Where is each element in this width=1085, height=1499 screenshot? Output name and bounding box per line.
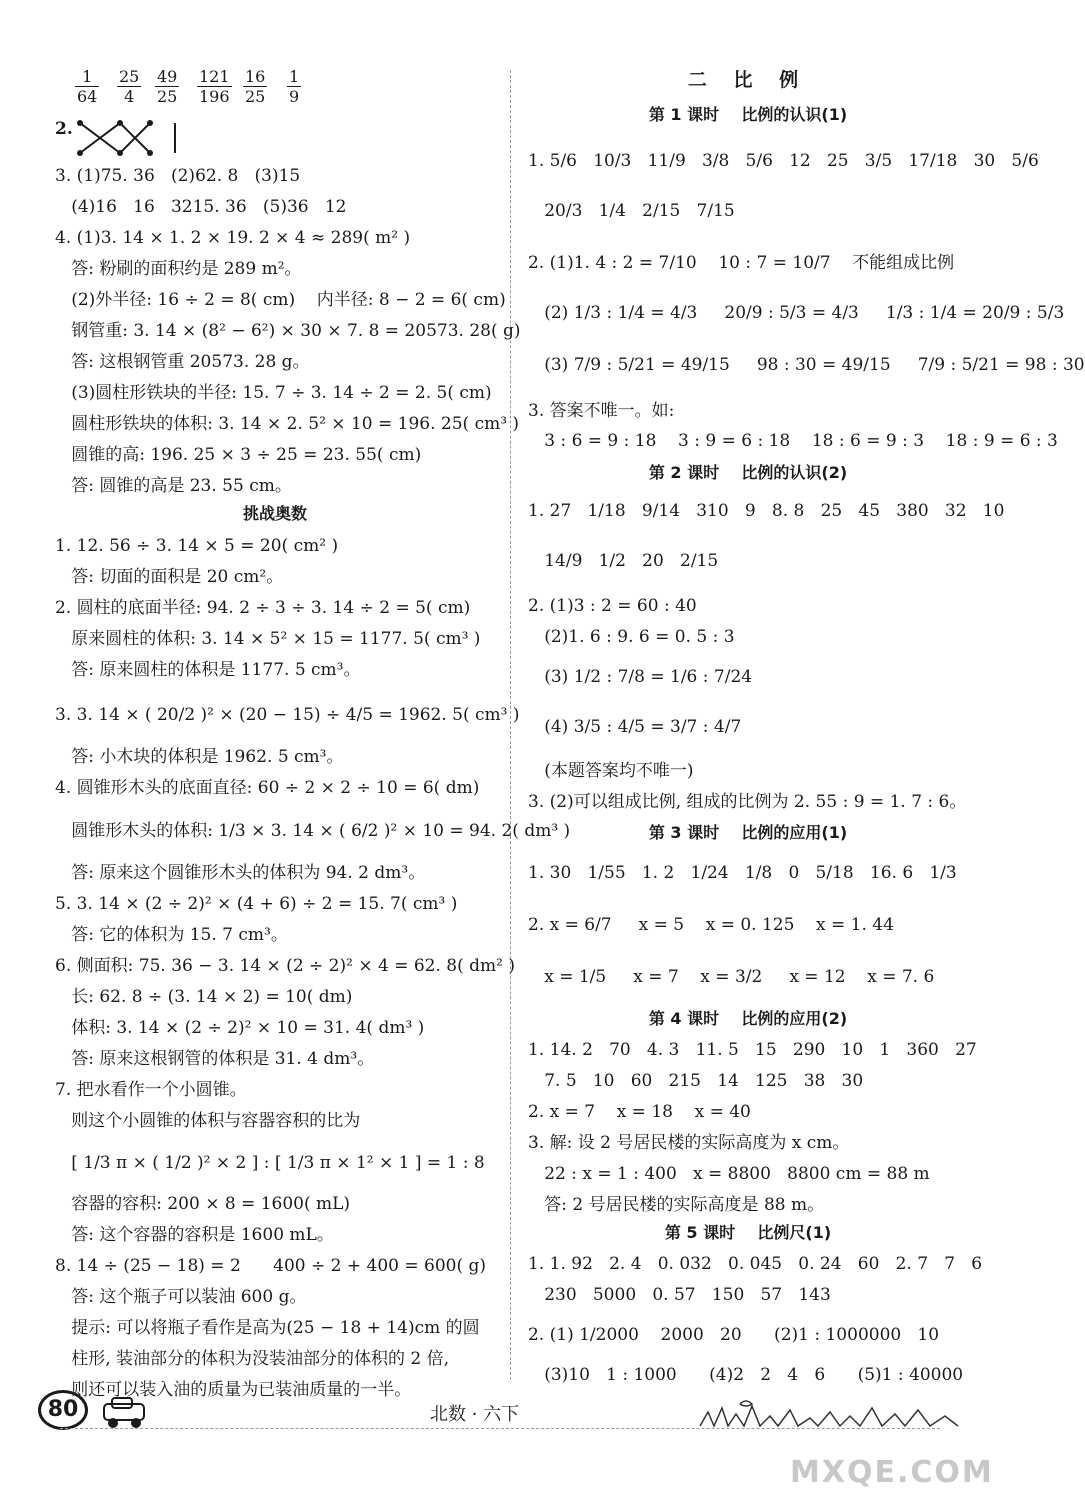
answer-line: 20/3 1/4 2/15 7/15 [528, 201, 735, 221]
answer-line: 7. 5 10 60 215 14 125 38 30 [528, 1071, 864, 1091]
answer-line: 1. 12. 56 ÷ 3. 14 × 5 = 20( cm² ) [55, 536, 339, 556]
answer-line: 则还可以装入油的质量为已装油质量的一半。 [55, 1380, 412, 1400]
answer-line: (2)1. 6 : 9. 6 = 0. 5 : 3 [528, 627, 735, 647]
answer-line: 1. 1. 92 2. 4 0. 032 0. 045 0. 24 60 2. 7 7 6 [528, 1254, 983, 1274]
answer-line: 柱形, 装油部分的体积为没装油部分的体积的 2 倍, [55, 1349, 450, 1369]
answer-line: (2) 1/3 : 1/4 = 4/3 20/9 : 5/3 = 4/3 1/3 : 1/4 = 20/9 : 5/3 [528, 303, 1065, 323]
answer-line: 3. (1)75. 36 (2)62. 8 (3)15 [55, 166, 301, 186]
answer-line: 圆柱形铁块的体积: 3. 14 × 2. 5² × 10 = 196. 25( cm³ ) [55, 414, 520, 434]
answer-line: 容器的容积: 200 × 8 = 1600( mL) [55, 1194, 351, 1214]
grass-decoration-icon [700, 1398, 960, 1428]
numerator: 25 [119, 67, 140, 86]
answer-line: 4. 圆锥形木头的底面直径: 60 ÷ 2 × 2 ÷ 10 = 6( dm) [55, 778, 480, 798]
answer-line: 答: 它的体积为 15. 7 cm³。 [55, 925, 288, 945]
fraction [243, 67, 267, 106]
fraction [75, 67, 99, 106]
answer-line: (4) 3/5 : 4/5 = 3/7 : 4/7 [528, 717, 742, 737]
answer-line: 7. 把水看作一个小圆锥。 [55, 1080, 247, 1100]
answer-line: (3) 1/2 : 7/8 = 1/6 : 7/24 [528, 667, 753, 687]
answer-line: 3. 解: 设 2 号居民楼的实际高度为 x cm。 [528, 1133, 850, 1153]
lesson-heading: 第 3 课时 比例的应用(1) [648, 823, 848, 842]
answer-line: 则这个小圆锥的体积与容器容积的比为 [55, 1111, 361, 1131]
page-number: 80 [38, 1390, 88, 1430]
answer-line: 1. 14. 2 70 4. 3 11. 5 15 290 10 1 360 27 [528, 1040, 977, 1060]
answer-line: 长: 62. 8 ÷ (3. 14 × 2) = 10( dm) [55, 987, 353, 1007]
answer-line: (本题答案均不唯一) [528, 761, 694, 781]
answer-line: 答: 2 号居民楼的实际高度是 88 m。 [528, 1195, 825, 1215]
answer-line: 答: 小木块的体积是 1962. 5 cm³。 [55, 747, 344, 767]
answer-line: [ 1/3 π × ( 1/2 )² × 2 ] : [ 1/3 π × 1² × 1 ] = 1 : 8 [55, 1153, 485, 1173]
denominator: 196 [199, 87, 230, 106]
section-title-challenge: 挑战奥数 [242, 504, 307, 523]
answer-line: 2. (1) 1/2000 2000 20 (2)1 : 1000000 10 [528, 1325, 940, 1345]
answer-line: (2)外半径: 16 ÷ 2 = 8( cm) 内半径: 8 − 2 = 6( cm) [55, 290, 506, 310]
fraction [155, 67, 179, 106]
answer-line: 3 : 6 = 9 : 18 3 : 9 = 6 : 18 18 : 6 = 9 : 3 18 : 9 = 6 : 3 [528, 431, 1058, 451]
chapter-title: 二 比 例 [687, 69, 809, 91]
answer-line: 4. (1)3. 14 × 1. 2 × 19. 2 × 4 ≈ 289( m² ) [55, 228, 411, 248]
fraction [197, 67, 232, 106]
answer-line: 答: 切面的面积是 20 cm²。 [55, 567, 284, 587]
denominator: 4 [124, 87, 135, 106]
answer-line: (4)16 16 3215. 36 (5)36 12 [55, 197, 347, 217]
answer-line: 2. x = 7 x = 18 x = 40 [528, 1102, 751, 1122]
answer-line: 14/9 1/2 20 2/15 [528, 551, 719, 571]
lesson-heading: 第 2 课时 比例的认识(2) [648, 463, 848, 482]
fraction [117, 67, 141, 106]
answer-line: 答: 原来这根钢管的体积是 31. 4 dm³。 [55, 1049, 375, 1069]
footer-rule [60, 1428, 940, 1429]
car-icon [98, 1396, 153, 1430]
answer-line: 答: 圆锥的高是 23. 55 cm。 [55, 476, 292, 496]
answer-line: 3. (2)可以组成比例, 组成的比例为 2. 55 : 9 = 1. 7 : 6。 [528, 792, 967, 812]
answer-line: 1. 5/6 10/3 11/9 3/8 5/6 12 25 3/5 17/18 30 5/6 [528, 151, 1039, 171]
answer-line: 体积: 3. 14 × (2 ÷ 2)² × 10 = 31. 4( dm³ ) [55, 1018, 425, 1038]
answer-line: 钢管重: 3. 14 × (8² − 6²) × 30 × 7. 8 = 20573. 28( g) [55, 321, 521, 341]
watermark: MXQE.COM [790, 1455, 994, 1490]
answer-line: 2. (1)1. 4 : 2 = 7/10 10 : 7 = 10/7 不能组成比例 [528, 253, 955, 273]
lesson-heading: 第 4 课时 比例的应用(2) [648, 1009, 848, 1028]
answer-line: (3)10 1 : 1000 (4)2 2 4 6 (5)1 : 40000 [528, 1365, 964, 1385]
answer-line: 22 : x = 1 : 400 x = 8800 8800 cm = 88 m [528, 1164, 930, 1184]
answer-line: x = 1/5 x = 7 x = 3/2 x = 12 x = 7. 6 [528, 967, 935, 987]
answer-line: 2. 圆柱的底面半径: 94. 2 ÷ 3 ÷ 3. 14 ÷ 2 = 5( cm) [55, 598, 471, 618]
answer-line: 2. (1)3 : 2 = 60 : 40 [528, 596, 697, 616]
answer-line: 答: 这个容器的容积是 1600 mL。 [55, 1225, 334, 1245]
answer-line: 答: 这个瓶子可以装油 600 g。 [55, 1287, 307, 1307]
answer-line: 原来圆柱的体积: 3. 14 × 5² × 15 = 1177. 5( cm³ ) [55, 629, 481, 649]
answer-line: 答: 原来圆柱的体积是 1177. 5 cm³。 [55, 660, 361, 680]
answer-line: 8. 14 ÷ (25 − 18) = 2 400 ÷ 2 + 400 = 600( g) [55, 1256, 487, 1276]
answer-line: (3)圆柱形铁块的半径: 15. 7 ÷ 3. 14 ÷ 2 = 2. 5( cm) [55, 383, 492, 403]
denominator: 9 [289, 87, 300, 106]
answer-line: 1. 27 1/18 9/14 310 9 8. 8 25 45 380 32 10 [528, 501, 1005, 521]
denominator: 25 [157, 87, 178, 106]
numerator: 16 [245, 67, 266, 86]
answer-line: 3. 答案不唯一。如: [528, 401, 675, 421]
answer-line: 5. 3. 14 × (2 ÷ 2)² × (4 + 6) ÷ 2 = 15. 7( cm³ ) [55, 894, 458, 914]
numerator: 1 [289, 67, 300, 86]
numerator: 49 [157, 67, 178, 86]
answer-line: 答: 粉刷的面积约是 289 m²。 [55, 259, 302, 279]
fraction [287, 67, 301, 106]
answer-line: 圆锥形木头的体积: 1/3 × 3. 14 × ( 6/2 )² × 10 = 94. 2( dm³ ) [55, 821, 571, 841]
answer-line: 2. [55, 119, 73, 139]
answer-line: 圆锥的高: 196. 25 × 3 ÷ 25 = 23. 55( cm) [55, 445, 422, 465]
lesson-heading: 第 5 课时 比例尺(1) [664, 1223, 832, 1242]
answer-line: 答: 这根钢管重 20573. 28 g。 [55, 352, 310, 372]
answer-line: 1. 30 1/55 1. 2 1/24 1/8 0 5/18 16. 6 1/3 [528, 863, 957, 883]
matching-lines-icon [75, 118, 165, 158]
answer-line: 答: 原来这个圆锥形木头的体积为 94. 2 dm³。 [55, 863, 426, 883]
answer-line: (3) 7/9 : 5/21 = 49/15 98 : 30 = 49/15 7/9 : 5/21 = 98 : 30 [528, 355, 1085, 375]
numerator: 121 [199, 67, 230, 86]
numerator: 1 [75, 67, 99, 87]
answer-line: 提示: 可以将瓶子看作是高为(25 − 18 + 14)cm 的圆 [55, 1318, 480, 1338]
denominator: 64 [77, 87, 98, 106]
book-label: 北数 · 六下 [430, 1404, 520, 1425]
answer-line: 2. x = 6/7 x = 5 x = 0. 125 x = 1. 44 [528, 915, 894, 935]
answer-line: 6. 侧面积: 75. 36 − 3. 14 × (2 ÷ 2)² × 4 = 62. 8( dm² ) [55, 956, 516, 976]
denominator: 25 [245, 87, 266, 106]
answer-line: 3. 3. 14 × ( 20/2 )² × (20 − 15) ÷ 4/5 = 1962. 5( cm³ ) [55, 705, 520, 725]
answer-line: 230 5000 0. 57 150 57 143 [528, 1285, 831, 1305]
lesson-heading: 第 1 课时 比例的认识(1) [648, 105, 848, 124]
